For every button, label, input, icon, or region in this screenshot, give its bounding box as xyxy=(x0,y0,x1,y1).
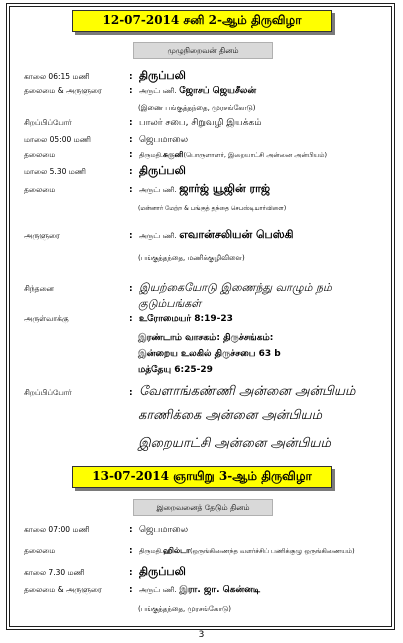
schedule-row: காலை 07:00 மணி : ஜெபமாலை xyxy=(24,525,389,536)
row-label: தலைமை & அருளுரை xyxy=(24,585,102,594)
schedule-row: அருள்வாக்கு : உரோமையர் 8:19-23 xyxy=(24,314,389,325)
schedule-row: அருளுரை : அருட்பணி. எவான்சலியன் பெஸ்கி xyxy=(24,228,294,241)
row-value: உரோமையர் 8:19-23 xyxy=(139,314,233,324)
row-note: (பங்குத்தந்தை, மணிக்குழிவிளை) xyxy=(138,254,245,262)
row-value: பாலர் சபை, சிறுவழி இயக்கம் xyxy=(139,118,262,128)
schedule-row: தலைமை : திருமதி.சுகுனி(பொருளாளர், இறையாட்சி அன்னை அன்பியம்) xyxy=(24,150,328,160)
row-label: காலை 06:15 மணி xyxy=(24,72,90,81)
reading-line: இரண்டாம் வாசகம்: திருச்சங்கம்: xyxy=(138,333,274,343)
schedule-row: காலை 06:15 மணி : திருப்பலி xyxy=(24,69,389,84)
row-value: எவான்சலியன் பெஸ்கி xyxy=(179,228,294,241)
row-label: அருளுரை xyxy=(24,231,60,240)
row-label: தலைமை & அருளுரை xyxy=(24,86,102,95)
row-label: மாலை 5.30 மணி xyxy=(24,167,86,176)
reading-line: மத்தேயு 6:25-29 xyxy=(138,365,213,375)
row-note: (மன்னார் மேற்ற & பங்குத் தந்தை செபஸ்டியார்விளை) xyxy=(138,205,287,212)
row-label: காலை 07:00 மணி xyxy=(24,525,90,534)
schedule-row: தலைமை & அருளுரை : அருட்பணி. ஜோசப் ஜெயசீலன் xyxy=(24,86,257,96)
schedule-row: தலைமை : அருட்பணி. ஜார்ஜ் யூஜின் ராஜ் xyxy=(24,182,271,195)
row-value: ஜெபமாலை xyxy=(139,525,189,535)
row-value: வேளாங்கண்ணி அன்னை அன்பியம் xyxy=(139,384,356,399)
schedule-row: தலைமை & அருளுரை : அருட்பணி. இரா. ஜா. கென்னடி xyxy=(24,585,261,595)
row-value: திருப்பலி xyxy=(139,565,186,578)
schedule-row: மாலை 5.30 மணி : திருப்பலி xyxy=(24,164,389,179)
row-note: (இணை பங்குத்தந்தை, முரசங்கோடு) xyxy=(138,104,256,112)
schedule-row: சிந்தனை : இயற்கையோடு இணைந்து வாழும் நம் xyxy=(24,281,389,296)
schedule-row: சிறப்பிப்போர் : பாலர் சபை, சிறுவழி இயக்கம் xyxy=(24,118,389,129)
row-label: தலைமை xyxy=(24,185,56,194)
day2-subbanner: இறைவனைத் தேடும் தினம் xyxy=(133,499,273,516)
row-label: காலை 7.30 மணி xyxy=(24,568,85,577)
row-value: திருப்பலி xyxy=(139,69,186,82)
thought-line-2: குடும்பங்கள் xyxy=(138,297,202,310)
row-value: ஹில்டா xyxy=(162,546,190,555)
row-value: திருப்பலி xyxy=(139,164,186,177)
anbiyam-line: இறையாட்சி அன்னை அன்பியம் xyxy=(138,436,332,451)
row-note: (பங்குத்தந்தை, முரசங்கோடு) xyxy=(138,605,231,613)
row-value: ஜோசப் ஜெயசீலன் xyxy=(179,86,257,96)
row-label: சிந்தனை xyxy=(24,284,54,293)
row-label: மாலை 05:00 மணி xyxy=(24,135,91,144)
row-value: இரா. ஜா. கென்னடி xyxy=(179,585,261,595)
day1-banner: 12-07-2014 சனி 2-ஆம் திருவிழா xyxy=(72,10,332,32)
day1-subbanner: முழுநிறைவன் தினம் xyxy=(133,42,273,59)
schedule-row: சிறப்பிப்போர் : வேளாங்கண்ணி அன்னை அன்பியம் xyxy=(24,384,389,400)
row-value: இயற்கையோடு இணைந்து வாழும் நம் xyxy=(139,281,332,294)
day2-banner: 13-07-2014 ஞாயிறு 3-ஆம் திருவிழா xyxy=(72,466,332,488)
anbiyam-line: காணிக்கை அன்னை அன்பியம் xyxy=(138,408,323,423)
schedule-row: காலை 7.30 மணி : திருப்பலி xyxy=(24,565,389,580)
page-number: 3 xyxy=(198,630,205,640)
row-label: சிறப்பிப்போர் xyxy=(24,118,72,127)
row-value: சுகுனி xyxy=(162,150,184,159)
row-value: ஜார்ஜ் யூஜின் ராஜ் xyxy=(179,182,271,195)
schedule-row: தலைமை : திருமதி.ஹில்டா(ஒருங்கிணைந்த வளர்ச்சிப் பணிக்குழு ஒருங்கிணையம்) xyxy=(24,546,355,556)
row-label: சிறப்பிப்போர் xyxy=(24,388,72,397)
row-value: ஜெபமாலை xyxy=(139,135,189,145)
reading-line: இன்றைய உலகில் திருச்சபை 63 b xyxy=(138,349,281,359)
row-label: தலைமை xyxy=(24,546,56,555)
row-label: அருள்வாக்கு xyxy=(24,314,69,323)
row-label: தலைமை xyxy=(24,150,56,159)
schedule-row: மாலை 05:00 மணி : ஜெபமாலை xyxy=(24,135,389,146)
